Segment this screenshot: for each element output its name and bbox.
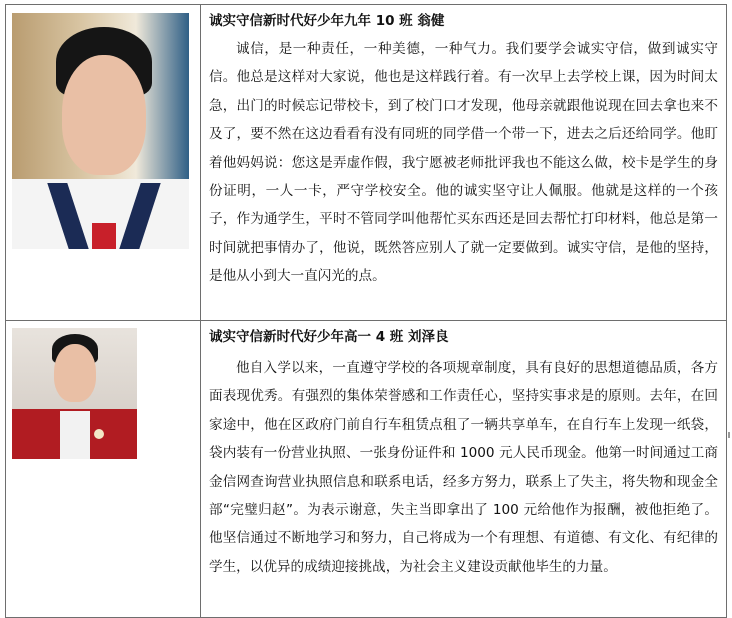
profile-title: 诚实守信新时代好少年高一 4 班 刘泽良	[209, 329, 449, 345]
profile-text-cell	[201, 321, 727, 618]
student-photo	[12, 328, 137, 459]
photo-cell	[6, 5, 201, 321]
profile-body: 诚信，是一种责任，一种美德，一种气力。我们要学会诚实守信，做到诚实守信。他总是这样对大家说，他也是这样践行着。有一次早上去学校上课，因为时间太急，出门的时候忘记带校卡，到了校门口才发现，他母亲就跟他说现在回去拿也来不及了，要不然在这边看看有没有同班的同学借一个带一下，进去之后还给同学。他盯着他妈妈说：您这是弄虚作假，我宁愿被老师批评我也不能这么做，校卡是学生的身份证明，一人一卡，严守学校安全。他的诚实坚守让人佩服。他就是这样的一个孩子，作为通学生，平时不管同学叫他帮忙买东西还是回去帮忙打印材料，他总是第一时间就把事情办了，他说，既然答应别人了就一定要做到。诚实守信，是他的坚持，是他从小到大一直闪光的点。	[209, 41, 718, 285]
photo-cell	[6, 321, 201, 618]
profile-text-cell	[201, 5, 727, 321]
profile-row	[6, 5, 727, 321]
student-photo	[12, 13, 189, 249]
profiles-table	[5, 4, 727, 618]
profile-body: 他自入学以来，一直遵守学校的各项规章制度，具有良好的思想道德品质，各方面表现优秀。有强烈的集体荣誉感和工作责任心，坚持实事求是的原则。去年，在回家途中，他在区政府门前自行车租赁点租了一辆共享单车，在自行车上发现一纸袋，袋内装有一份营业执照、一张身份证件和 1000 元人民币现金。他第一时间通过工商金信网查询营业执照信息和联系电话，经多方努力，联系上了失主，将失物和现金全部“完璧归赵”。为表示谢意，失主当即拿出了 100 元给他作为报酬，被他拒绝了。他坚信通过不断地学习和努力，自己将成为一个有理想、有道德、有文化、有纪律的学生，以优异的成绩迎接挑战，为社会主义建设贡献他毕生的力量。	[209, 360, 718, 575]
profile-row	[6, 321, 727, 618]
edge-mark	[728, 432, 730, 438]
profile-title: 诚实守信新时代好少年九年 10 班 翁健	[209, 13, 445, 29]
